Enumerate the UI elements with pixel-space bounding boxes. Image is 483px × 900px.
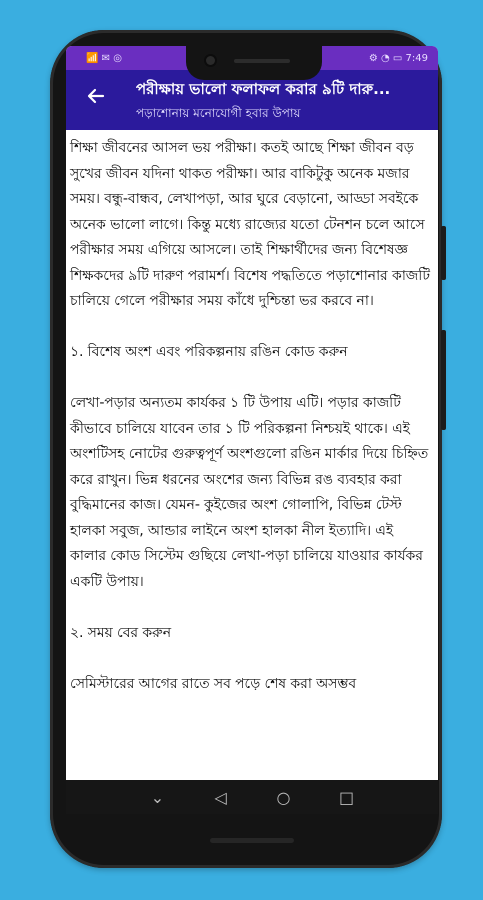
earpiece-speaker (234, 59, 290, 63)
article-body[interactable] (66, 130, 438, 780)
back-arrow-svg (86, 86, 106, 106)
nav-down-icon[interactable]: ⌄ (150, 787, 165, 807)
nav-recents-icon[interactable]: □ (338, 787, 355, 807)
article-paragraph: লেখা-পড়ার অন্যতম কার্যকর ১ টি উপায় এটি। পড়ার কাজটি কীভাবে চালিয়ে যাবেন তার ১ টি পরিকল্পনা নিশ্চয়ই থাকে। এই অংশটিসহ নোটের গুরুত্বপূর্ণ অংশগুলো রঙিন মার্কার দিয়ে চিহ্নিত করে রাখুন। ভিন্ন ধরনের অংশের জন্য বিভিন্ন রঙ ব্যবহার করা বুদ্ধিমানের কাজ। যেমন- কুইজের অংশ গোলাপি, বিভিন্ন টেস্ট হালকা সবুজ, আন্ডার লাইনে অংশ হালকা নীল ইত্যাদি। এই কালার কোড সিস্টেম গুছিয়ে লেখা-পড়া চালিয়ে যাওয়ার কার্যকর একটি উপায়। (70, 395, 429, 590)
volume-button (441, 226, 446, 280)
page-subtitle: পড়াশোনায় মনোযোগী হবার উপায় (136, 106, 301, 120)
nav-home-icon[interactable]: ○ (276, 787, 291, 807)
bottom-speaker (210, 838, 294, 843)
article-heading: ২. সময় বের করুন (70, 624, 172, 641)
page-title: পরীক্ষায় ভালো ফলাফল করার ৯টি দারু... (136, 80, 391, 98)
status-right-icons: ⚙ ◔ ▭ 7:49 (368, 52, 428, 64)
camera-icon (206, 56, 215, 65)
article-paragraph: শিক্ষা জীবনের আসল ভয় পরীক্ষা। কতই আছে শিক্ষা জীবন বড় সুখের জীবন যদিনা থাকত পরীক্ষা। আর বাকিটুকু অনেক মজার সময়। বন্ধু-বান্ধব, লেখাপড়া, আর ঘুরে বেড়ানো, আড্ডা সবইকে অনেক ভালো লাগে। কিন্তু মধ্যে রাজ্যের যতো টেনশন চলে আসে পরীক্ষার সময় এগিয়ে আসলে। তাই শিক্ষার্থীদের জন্য বিশেষজ্ঞ শিক্ষকদের ৯টি দারুণ পরামর্শ। বিশেষ পদ্ধতিতে পড়াশোনার কাজটি চালিয়ে গেলে পরীক্ষার সময় কাঁধে দুশ্চিন্তা ভর করবে না। (70, 140, 430, 309)
camera-notch (186, 46, 322, 80)
article-heading: ১. বিশেষ অংশ এবং পরিকল্পনায় রঙিন কোড করুন (70, 344, 348, 360)
power-button (441, 330, 446, 430)
system-nav-bar (66, 780, 438, 814)
status-left-icons: 📶 ✉ ◎ (86, 52, 122, 64)
back-arrow-icon[interactable] (82, 82, 110, 110)
phone-screen (66, 46, 438, 814)
nav-back-icon[interactable]: ◁ (214, 787, 227, 807)
article-paragraph: সেমিস্টারের আগের রাতে সব পড়ে শেষ করা অসম্ভব (70, 675, 357, 692)
